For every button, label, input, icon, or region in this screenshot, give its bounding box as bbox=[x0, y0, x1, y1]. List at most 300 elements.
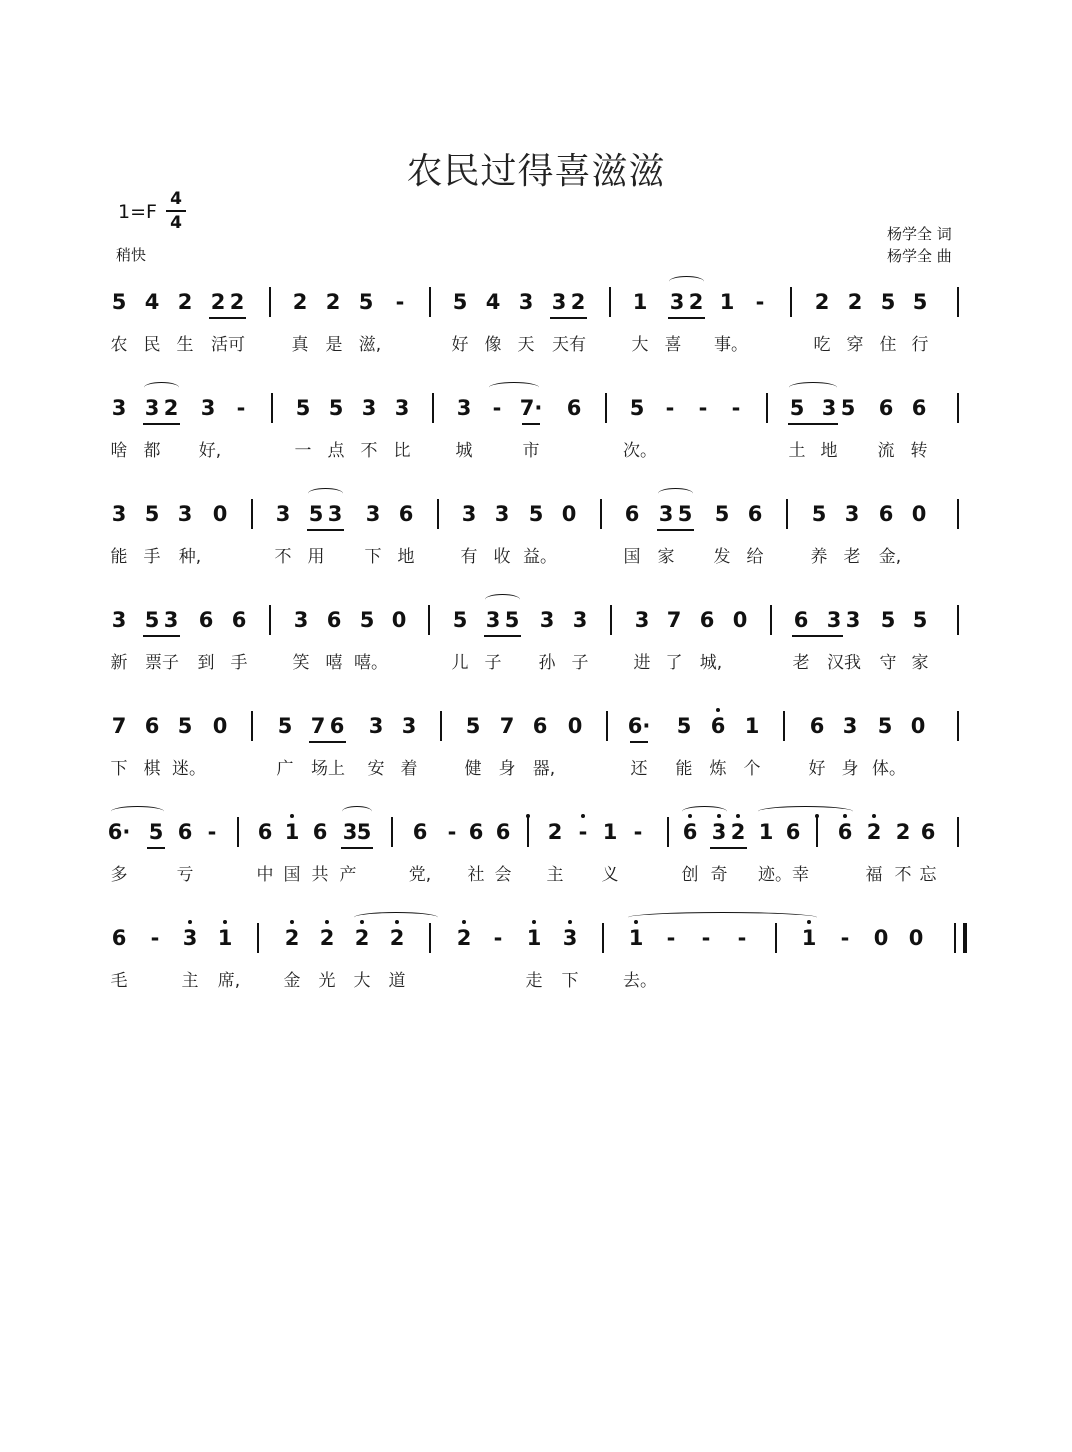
octave-dot bbox=[717, 814, 721, 818]
lyric-syllable: 嘻。 bbox=[354, 653, 388, 673]
note: 2 bbox=[354, 926, 370, 950]
lyric-syllable: 金 bbox=[283, 971, 301, 991]
note: 5 bbox=[789, 396, 805, 420]
lyric-syllable: 一 bbox=[294, 441, 312, 461]
note: 3 bbox=[111, 502, 127, 526]
note: 6 bbox=[837, 820, 853, 844]
eighth-underline bbox=[309, 741, 346, 743]
lyric-syllable: 像 bbox=[484, 335, 502, 355]
barline bbox=[437, 499, 439, 529]
octave-dot bbox=[807, 920, 811, 924]
note: 3 bbox=[821, 396, 837, 420]
score-line-5 bbox=[0, 714, 1072, 804]
lyric-syllable: 点 bbox=[327, 441, 345, 461]
note: - bbox=[395, 290, 405, 314]
note: 3 bbox=[711, 820, 727, 844]
note: 2 bbox=[866, 820, 882, 844]
lyric-syllable: 会 bbox=[494, 865, 512, 885]
eighth-underline bbox=[147, 847, 165, 849]
barline bbox=[237, 817, 239, 847]
note: 2 bbox=[814, 290, 830, 314]
barline bbox=[957, 499, 959, 529]
note: 2 bbox=[847, 290, 863, 314]
slur-arc bbox=[628, 912, 817, 923]
note: 3 bbox=[845, 608, 861, 632]
note: 2 bbox=[730, 820, 746, 844]
lyric-syllable: 个 bbox=[743, 759, 761, 779]
lyric-syllable: 共 bbox=[311, 865, 329, 885]
lyric-syllable: 滋, bbox=[358, 335, 382, 355]
note: 0 bbox=[910, 714, 926, 738]
note: 5 bbox=[452, 290, 468, 314]
lyric-syllable: 身 bbox=[498, 759, 516, 779]
lyric-syllable: 地 bbox=[397, 547, 415, 567]
note: 0 bbox=[561, 502, 577, 526]
lyric-syllable: 党, bbox=[408, 865, 432, 885]
note: 3 bbox=[144, 396, 160, 420]
lyric-syllable: 比 bbox=[393, 441, 411, 461]
barline bbox=[269, 287, 271, 317]
note: 6 bbox=[329, 714, 345, 738]
note: 6 bbox=[747, 502, 763, 526]
note: - bbox=[698, 396, 708, 420]
barline bbox=[957, 393, 959, 423]
note: - bbox=[633, 820, 643, 844]
lyric-syllable: 大 bbox=[631, 335, 649, 355]
lyric-syllable: 家 bbox=[911, 653, 929, 673]
note: 3 bbox=[394, 396, 410, 420]
barline bbox=[429, 287, 431, 317]
note: 5 bbox=[328, 396, 344, 420]
note: 4 bbox=[485, 290, 501, 314]
eighth-underline bbox=[550, 317, 587, 319]
note: 2 bbox=[284, 926, 300, 950]
lyric-syllable: 有 bbox=[460, 547, 478, 567]
note: 5 bbox=[295, 396, 311, 420]
lyric-syllable: 国 bbox=[623, 547, 641, 567]
song-title: 农民过得喜滋滋 bbox=[406, 151, 666, 192]
lyric-syllable: 多 bbox=[110, 865, 128, 885]
lyric-syllable: 用 bbox=[307, 547, 325, 567]
note: 5 bbox=[111, 290, 127, 314]
lyric-syllable: 事。 bbox=[714, 335, 748, 355]
note: 6 bbox=[809, 714, 825, 738]
lyric-syllable: 喜 bbox=[664, 335, 682, 355]
slur-arc bbox=[658, 488, 693, 499]
lyric-syllable: 大 bbox=[353, 971, 371, 991]
lyric-syllable: 金, bbox=[878, 547, 902, 567]
note: - bbox=[447, 820, 457, 844]
lyric-syllable: 道 bbox=[388, 971, 406, 991]
time-signature-top: 4 bbox=[170, 189, 182, 209]
lyric-syllable: 老 bbox=[843, 547, 861, 567]
lyric-syllable: 下 bbox=[561, 971, 579, 991]
barline bbox=[602, 923, 604, 953]
octave-dot bbox=[568, 920, 572, 924]
lyric-syllable: 毛 bbox=[110, 971, 128, 991]
note: 5 bbox=[880, 290, 896, 314]
barline bbox=[440, 711, 442, 741]
octave-dot bbox=[815, 814, 819, 818]
lyric-syllable: 奇 bbox=[710, 865, 728, 885]
note: 1 bbox=[801, 926, 817, 950]
lyric-syllable: 下 bbox=[110, 759, 128, 779]
barline bbox=[606, 711, 608, 741]
octave-dot bbox=[462, 920, 466, 924]
lyric-syllable: 嘻 bbox=[325, 653, 343, 673]
note: 6 bbox=[257, 820, 273, 844]
note: 1 bbox=[602, 820, 618, 844]
note: 5 bbox=[840, 396, 856, 420]
note: - bbox=[666, 926, 676, 950]
lyric-syllable: 主 bbox=[181, 971, 199, 991]
barline bbox=[257, 923, 259, 953]
note: 2 bbox=[325, 290, 341, 314]
lyric-syllable: 还 bbox=[630, 759, 648, 779]
note: 1 bbox=[719, 290, 735, 314]
note: 6 bbox=[495, 820, 511, 844]
note: 0 bbox=[911, 502, 927, 526]
note: 3 bbox=[368, 714, 384, 738]
note: 6· bbox=[107, 820, 131, 844]
note: 5 bbox=[452, 608, 468, 632]
lyric-syllable: 身 bbox=[841, 759, 859, 779]
barline bbox=[429, 923, 431, 953]
lyric-syllable: 主 bbox=[546, 865, 564, 885]
lyric-syllable: 好 bbox=[451, 335, 469, 355]
note: 4 bbox=[144, 290, 160, 314]
note: 5 bbox=[504, 608, 520, 632]
note: 6 bbox=[412, 820, 428, 844]
lyric-syllable: 农 bbox=[110, 335, 128, 355]
note: 6 bbox=[699, 608, 715, 632]
octave-dot bbox=[688, 814, 692, 818]
slur-arc bbox=[308, 488, 343, 499]
octave-dot bbox=[872, 814, 876, 818]
score-line-6 bbox=[0, 820, 1072, 910]
lyric-syllable: 城 bbox=[455, 441, 473, 461]
lyric-syllable: 城, bbox=[699, 653, 723, 673]
barline bbox=[610, 605, 612, 635]
barline bbox=[957, 711, 959, 741]
octave-dot bbox=[395, 920, 399, 924]
lyric-syllable: 新 bbox=[110, 653, 128, 673]
lyric-syllable: 着 bbox=[400, 759, 418, 779]
note: 2 bbox=[688, 290, 704, 314]
note: - bbox=[737, 926, 747, 950]
note: 0 bbox=[567, 714, 583, 738]
note: 3 bbox=[572, 608, 588, 632]
note: 3 bbox=[327, 502, 343, 526]
octave-dot bbox=[188, 920, 192, 924]
note: 5 bbox=[528, 502, 544, 526]
slur-arc bbox=[144, 382, 179, 393]
note: 3 bbox=[461, 502, 477, 526]
lyric-syllable: 真 bbox=[291, 335, 309, 355]
composer-credit: 杨学全 曲 bbox=[887, 247, 952, 265]
lyric-syllable: 次。 bbox=[623, 441, 657, 461]
note: 0 bbox=[908, 926, 924, 950]
barline bbox=[251, 499, 253, 529]
note: 3 bbox=[539, 608, 555, 632]
lyric-syllable: 产 bbox=[339, 865, 357, 885]
barline bbox=[957, 605, 959, 635]
octave-dot bbox=[843, 814, 847, 818]
note: 5 bbox=[629, 396, 645, 420]
lyric-syllable: 养 bbox=[810, 547, 828, 567]
note: 3 bbox=[826, 608, 842, 632]
lyric-syllable: 益。 bbox=[523, 547, 557, 567]
lyric-syllable: 汉我 bbox=[827, 653, 861, 673]
lyric-syllable: 好 bbox=[808, 759, 826, 779]
note: 5 bbox=[465, 714, 481, 738]
note: 3 bbox=[551, 290, 567, 314]
eighth-underline bbox=[307, 529, 344, 531]
score-line-1 bbox=[0, 290, 1072, 380]
lyric-syllable: 守 bbox=[879, 653, 897, 673]
lyric-syllable: 去。 bbox=[623, 971, 657, 991]
note: - bbox=[493, 926, 503, 950]
lyric-syllable: 老 bbox=[792, 653, 810, 673]
note: 3 bbox=[842, 714, 858, 738]
octave-dot bbox=[526, 814, 530, 818]
note: 6 bbox=[198, 608, 214, 632]
note: 3 bbox=[163, 608, 179, 632]
lyric-syllable: 天有 bbox=[552, 335, 586, 355]
note: 1 bbox=[628, 926, 644, 950]
note: 5 bbox=[177, 714, 193, 738]
note: 7· bbox=[519, 396, 543, 420]
lyric-syllable: 体。 bbox=[872, 759, 906, 779]
note: - bbox=[755, 290, 765, 314]
note: 5 bbox=[912, 290, 928, 314]
note: 5 bbox=[144, 502, 160, 526]
octave-dot bbox=[581, 814, 585, 818]
barline bbox=[605, 393, 607, 423]
lyric-syllable: 票子 bbox=[145, 653, 179, 673]
note: 0 bbox=[873, 926, 889, 950]
note: 2 bbox=[570, 290, 586, 314]
note: 2 bbox=[210, 290, 226, 314]
barline bbox=[269, 605, 271, 635]
note: 7 bbox=[111, 714, 127, 738]
lyric-syllable: 地 bbox=[820, 441, 838, 461]
eighth-underline bbox=[657, 529, 694, 531]
lyric-syllable: 棋 bbox=[143, 759, 161, 779]
barline bbox=[775, 923, 777, 953]
note: 6 bbox=[532, 714, 548, 738]
barline bbox=[600, 499, 602, 529]
eighth-underline bbox=[522, 423, 540, 425]
barline bbox=[527, 817, 529, 847]
lyric-syllable: 种, bbox=[178, 547, 202, 567]
lyric-syllable: 家 bbox=[657, 547, 675, 567]
time-signature bbox=[166, 189, 186, 233]
note: 7 bbox=[310, 714, 326, 738]
slur-arc bbox=[342, 806, 372, 817]
octave-dot bbox=[223, 920, 227, 924]
lyric-syllable: 场上 bbox=[311, 759, 345, 779]
note: 6 bbox=[624, 502, 640, 526]
lyric-syllable: 迹。幸 bbox=[758, 865, 809, 885]
time-signature-bottom: 4 bbox=[170, 213, 182, 233]
barline bbox=[391, 817, 393, 847]
octave-dot bbox=[634, 920, 638, 924]
note: 6· bbox=[627, 714, 651, 738]
slur-arc bbox=[485, 594, 520, 605]
octave-dot bbox=[290, 920, 294, 924]
note: 2 bbox=[229, 290, 245, 314]
barline bbox=[957, 817, 959, 847]
note: 6 bbox=[111, 926, 127, 950]
note: 1 bbox=[284, 820, 300, 844]
octave-dot bbox=[716, 708, 720, 712]
note: 6 bbox=[710, 714, 726, 738]
lyric-syllable: 炼 bbox=[709, 759, 727, 779]
lyric-syllable: 能 bbox=[675, 759, 693, 779]
note: 0 bbox=[391, 608, 407, 632]
eighth-underline bbox=[209, 317, 246, 319]
lyric-syllable: 儿 bbox=[451, 653, 469, 673]
note: 3 bbox=[518, 290, 534, 314]
lyric-syllable: 席, bbox=[217, 971, 241, 991]
lyric-syllable: 不 bbox=[360, 441, 378, 461]
note: 2 bbox=[389, 926, 405, 950]
barline bbox=[783, 711, 785, 741]
note: 6 bbox=[398, 502, 414, 526]
note: 3 bbox=[844, 502, 860, 526]
lyric-syllable: 都 bbox=[143, 441, 161, 461]
barline bbox=[790, 287, 792, 317]
lyric-syllable: 到 bbox=[197, 653, 215, 673]
note: - bbox=[701, 926, 711, 950]
note: - bbox=[207, 820, 217, 844]
lyric-syllable: 收 bbox=[493, 547, 511, 567]
lyric-syllable: 啥 bbox=[110, 441, 128, 461]
note: 0 bbox=[732, 608, 748, 632]
lyric-syllable: 走 bbox=[525, 971, 543, 991]
eighth-underline bbox=[143, 423, 180, 425]
note: 5 bbox=[877, 714, 893, 738]
note: 5 bbox=[880, 608, 896, 632]
note: 1 bbox=[744, 714, 760, 738]
lyric-syllable: 好, bbox=[198, 441, 222, 461]
lyric-syllable: 义 bbox=[601, 865, 619, 885]
note: 3 bbox=[365, 502, 381, 526]
barline bbox=[957, 287, 959, 317]
note: 2 bbox=[292, 290, 308, 314]
note: 5 bbox=[358, 290, 374, 314]
note: - bbox=[840, 926, 850, 950]
lyric-syllable: 民 bbox=[143, 335, 161, 355]
note: 5 bbox=[277, 714, 293, 738]
note: 3 bbox=[494, 502, 510, 526]
barline bbox=[432, 393, 434, 423]
score-line-3 bbox=[0, 502, 1072, 592]
lyric-syllable: 土 bbox=[788, 441, 806, 461]
lyric-syllable: 生 bbox=[176, 335, 194, 355]
lyric-syllable: 进 bbox=[633, 653, 651, 673]
eighth-underline bbox=[143, 635, 180, 637]
lyric-syllable: 了 bbox=[665, 653, 683, 673]
barline bbox=[766, 393, 768, 423]
note: 5 bbox=[359, 608, 375, 632]
lyric-syllable: 手 bbox=[230, 653, 248, 673]
note: 6 bbox=[878, 502, 894, 526]
note: 6 bbox=[911, 396, 927, 420]
score-line-4 bbox=[0, 608, 1072, 698]
note: - bbox=[731, 396, 741, 420]
note: 3 bbox=[182, 926, 198, 950]
note: 6 bbox=[682, 820, 698, 844]
eighth-underline bbox=[792, 635, 843, 637]
lyric-syllable: 行 bbox=[911, 335, 929, 355]
eighth-underline bbox=[484, 635, 521, 637]
note: 1 bbox=[217, 926, 233, 950]
note: 3 bbox=[177, 502, 193, 526]
note: 3 bbox=[200, 396, 216, 420]
lyric-syllable: 给 bbox=[746, 547, 764, 567]
note: 6 bbox=[177, 820, 193, 844]
eighth-underline bbox=[668, 317, 705, 319]
octave-dot bbox=[325, 920, 329, 924]
lyric-syllable: 中 bbox=[256, 865, 274, 885]
note: 6 bbox=[231, 608, 247, 632]
note: 6 bbox=[566, 396, 582, 420]
note: 3 bbox=[293, 608, 309, 632]
note: 3 bbox=[658, 502, 674, 526]
tempo-marking: 稍快 bbox=[116, 246, 147, 264]
note: 5 bbox=[356, 820, 372, 844]
barline bbox=[271, 393, 273, 423]
lyric-syllable: 社 bbox=[467, 865, 485, 885]
lyric-syllable: 国 bbox=[283, 865, 301, 885]
lyric-syllable: 能 bbox=[110, 547, 128, 567]
lyric-syllable: 子 bbox=[484, 653, 502, 673]
note: 5 bbox=[912, 608, 928, 632]
lyric-syllable: 健 bbox=[464, 759, 482, 779]
lyricist-credit: 杨学全 词 bbox=[887, 225, 952, 243]
note: 3 bbox=[401, 714, 417, 738]
eighth-underline bbox=[630, 741, 648, 743]
barline bbox=[667, 817, 669, 847]
note: 2 bbox=[177, 290, 193, 314]
score-line-7 bbox=[0, 926, 1072, 1016]
barline bbox=[770, 605, 772, 635]
lyric-syllable: 下 bbox=[364, 547, 382, 567]
note: 0 bbox=[212, 714, 228, 738]
barline bbox=[609, 287, 611, 317]
octave-dot bbox=[736, 814, 740, 818]
lyric-syllable: 器, bbox=[532, 759, 556, 779]
note: 6 bbox=[878, 396, 894, 420]
note: 6 bbox=[312, 820, 328, 844]
note: 3 bbox=[456, 396, 472, 420]
final-barline bbox=[954, 923, 967, 953]
note: 3 bbox=[669, 290, 685, 314]
note: 3 bbox=[111, 608, 127, 632]
lyric-syllable: 孙 bbox=[538, 653, 556, 673]
barline bbox=[816, 817, 818, 847]
note: 7 bbox=[499, 714, 515, 738]
score-line-2 bbox=[0, 396, 1072, 486]
slur-arc bbox=[489, 382, 539, 393]
note: - bbox=[236, 396, 246, 420]
lyric-syllable: 流 bbox=[877, 441, 895, 461]
note: 2 bbox=[456, 926, 472, 950]
note: 5 bbox=[308, 502, 324, 526]
lyric-syllable: 市 bbox=[522, 441, 540, 461]
